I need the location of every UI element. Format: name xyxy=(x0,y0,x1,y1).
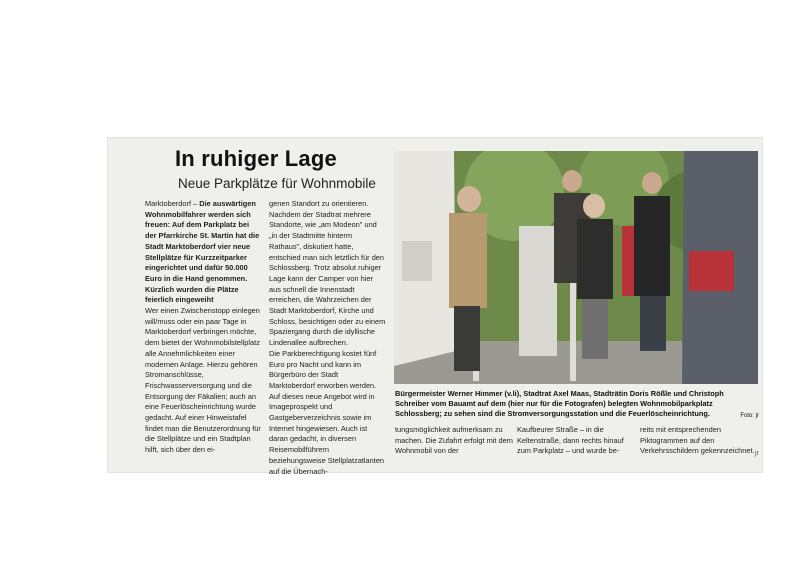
photo-illustration xyxy=(394,151,758,384)
lead-paragraph: Die auswärtigen Wohnmobilfahrer werden sich freuen: Auf dem Parkplatz bei der Pfarrkirche St. Martin hat die Stadt Marktoberdorf vier neue Stellplätze für Kurzzeitparker eingerichtet und dafür 50.000 Euro in die Hand genommen. Kürzlich wurden die Plätze feierlich eingeweiht xyxy=(145,199,260,305)
column-2-paragraph-1: genen Standort zu orientieren. Nachdem der Stadtrat mehrere Standorte, wie „am Modeon" und „in der Stadtmitte hinterm Rathaus", diskutiert hatte, entschied man sich letztlich für den Schlossberg. Trotz absolut ruhiger Lage kann der Camper von hier aus schnell die Innenstadt erreichen, die Wahrzeichen der Stadt Marktoberdorf, Kirche und Schloss, besichtigen oder zu einem Spaziergang durch die idyllische Lindenallee aufbrechen. xyxy=(269,199,386,348)
body-paragraph: Wer einen Zwischenstopp einlegen will/muss oder ein paar Tage in Marktoberdorf verbringen möchte, dem bietet der Wohnmobilstellplatz alle Annehmlichkeiten einer modernen Anlage. Hierzu gehören Stromanschlüsse, Frischwasserversorgung und die Entsorgung der Fäkalien; auch an eine Feuerlöscheinrichtung wurde gedacht. Auf einer Hinweistafel findet man die Benutzerordnung für die Stellplätze und ein Stadtplan hilft, sich über den ei- xyxy=(145,306,261,455)
article-photo xyxy=(394,151,758,384)
photo-credit: Foto: jr xyxy=(740,413,759,420)
article-column-2 xyxy=(269,199,386,477)
subheadline: Neue Parkplätze für Wohnmobile xyxy=(178,176,376,191)
column-2-paragraph-2: Die Parkberechtigung kostet fünf Euro pro Nacht und kann im Bürgerbüro der Stadt Marktoberdorf erworben werden. Auf dieses neue Angebot wird in Imageprospekt und Gastgeberverzeichnis sowie im Internet hingewiesen. Auch ist daran gedacht, in diversen Reisemobilführern beziehungsweise Stellplatzatlanten auf die Übernach- xyxy=(269,348,385,476)
end-mark: jr xyxy=(755,450,759,457)
photo-caption: Bürgermeister Werner Himmer (v.li), Stadtrat Axel Maas, Stadträtin Doris Rößle und Christoph Schreiber vom Bauamt auf dem (hier nur für die Fotografen) belegten Wohnmobilparkplatz Schlossberg; zu sehen sind die Stromversorgungsstation und die Feuerlöscheinrichtung. Foto: jr xyxy=(395,389,759,422)
article-column-4: Kaufbeurer Straße – in die Keltenstraße, dann rechts hinauf zum Parkplatz – und wurde be- xyxy=(517,425,624,456)
headline: In ruhiger Lage xyxy=(175,146,337,171)
article-column-5: reits mit entsprechenden Piktogrammen auf den Verkehrsschildern gekennzeichnet. xyxy=(640,425,755,456)
article-column-1 xyxy=(145,199,262,456)
dateline: Marktoberdorf – xyxy=(145,199,200,208)
article-column-3: tungsmöglichkeit aufmerksam zu machen. Die Zufahrt erfolgt mit dem Wohnmobil von der xyxy=(395,425,513,456)
